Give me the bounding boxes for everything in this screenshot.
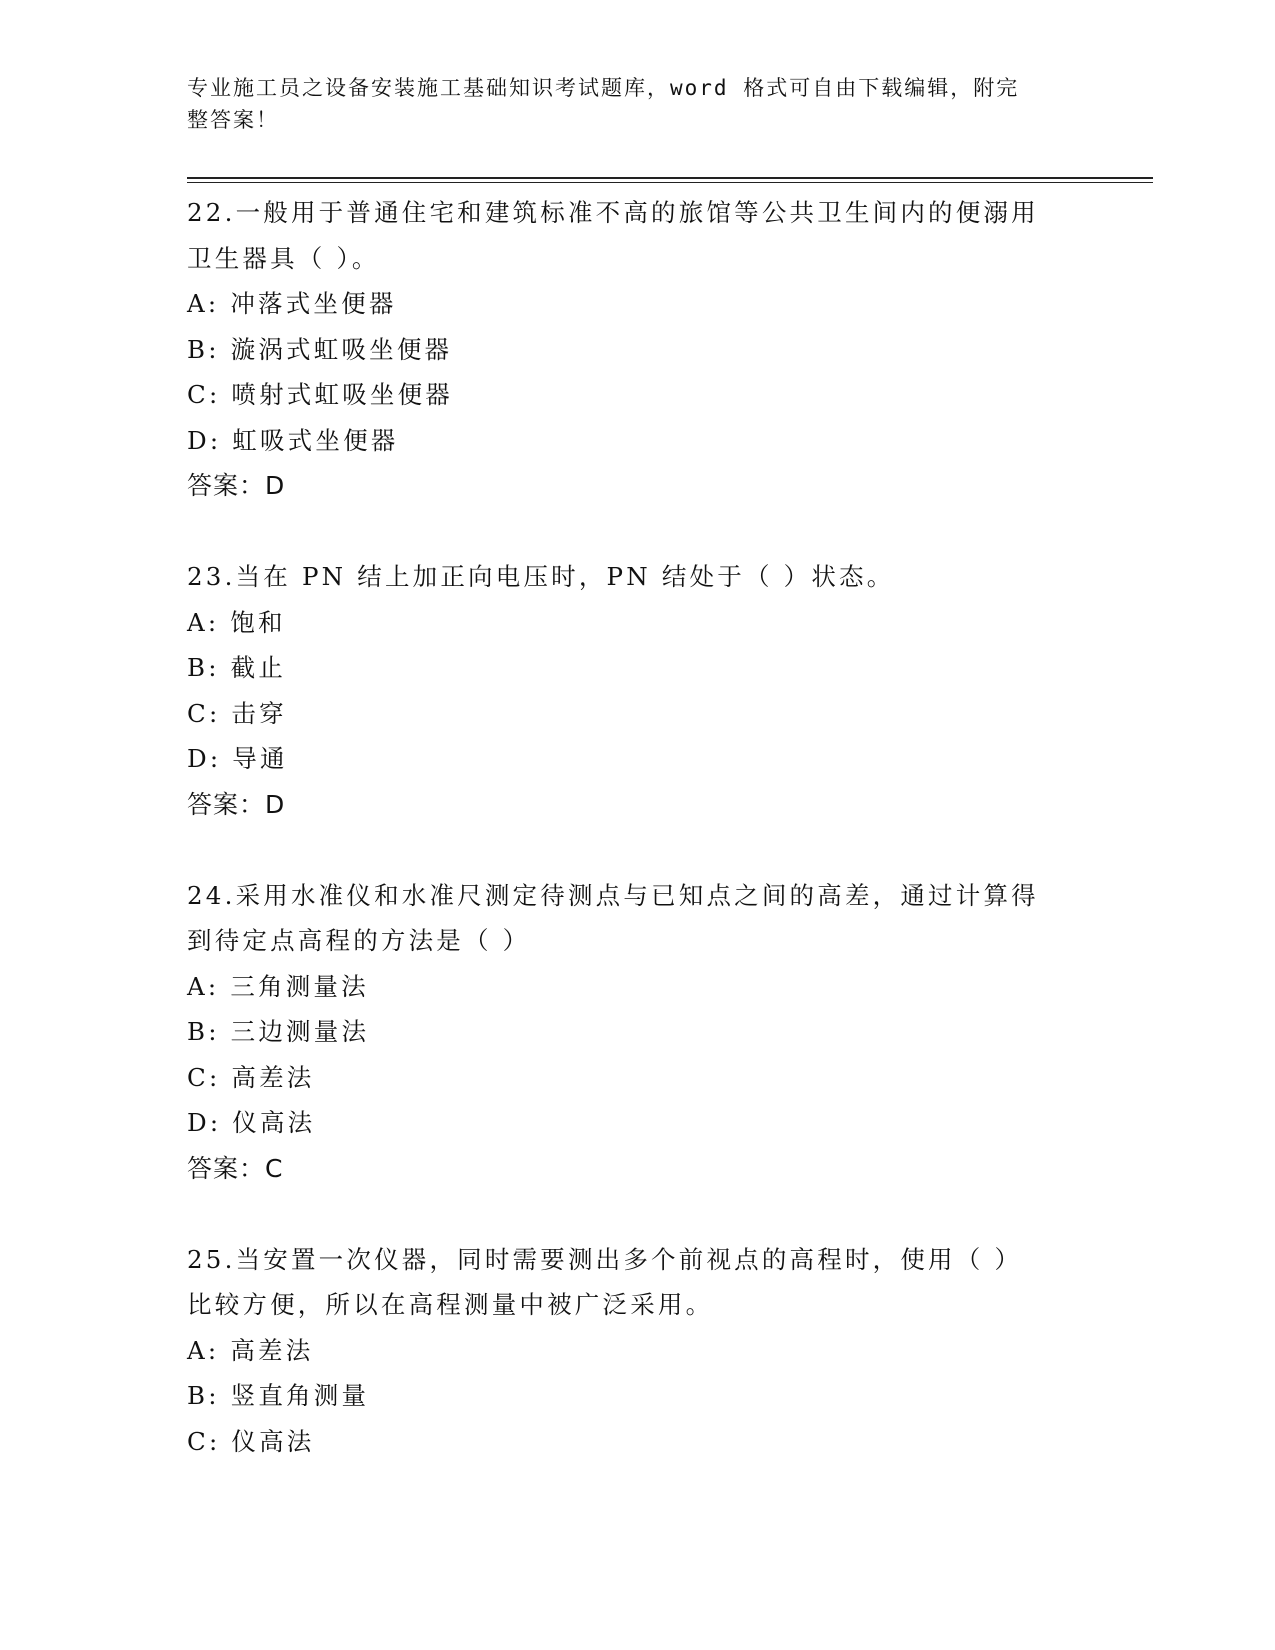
option-c: C: 击穿 bbox=[187, 698, 287, 728]
option-a: A: 饱和 bbox=[187, 607, 286, 637]
option-b: B: 截止 bbox=[187, 653, 287, 682]
question-stem: 比较方便，所以在高程测量中被广泛采用。 bbox=[187, 1290, 714, 1319]
option-d: D: 导通 bbox=[187, 744, 288, 773]
option-a: A: 高差法 bbox=[187, 1335, 314, 1365]
answer: 答案：D bbox=[187, 789, 286, 819]
option-a: A: 冲落式坐便器 bbox=[187, 289, 397, 318]
option-b: B: 漩涡式虹吸坐便器 bbox=[187, 334, 453, 364]
question-stem: 24.采用水准仪和水准尺测定待测点与已知点之间的高差，通过计算得 bbox=[187, 880, 1039, 910]
option-b: B: 竖直角测量 bbox=[187, 1381, 370, 1410]
option-c: C: 喷射式虹吸坐便器 bbox=[187, 380, 453, 409]
option-d: D: 仪高法 bbox=[187, 1108, 316, 1137]
answer: 答案：C bbox=[187, 1153, 284, 1183]
question-stem: 22.一般用于普通住宅和建筑标准不高的旅馆等公共卫生间内的便溺用 bbox=[187, 198, 1039, 227]
spacer bbox=[187, 509, 1087, 555]
option-d: D: 虹吸式坐便器 bbox=[187, 425, 399, 455]
question-25 bbox=[187, 1237, 1087, 1465]
header-divider-thick bbox=[187, 177, 1153, 179]
header-divider-thin bbox=[187, 182, 1153, 183]
question-list bbox=[187, 190, 1087, 1464]
header-line-2: 整答案！ bbox=[187, 108, 279, 132]
option-a: A: 三角测量法 bbox=[187, 971, 369, 1001]
spacer bbox=[187, 1191, 1087, 1237]
question-stem: 25.当安置一次仪器，同时需要测出多个前视点的高程时，使用（ ） bbox=[187, 1244, 1023, 1274]
page-header bbox=[187, 72, 1067, 136]
option-c: C: 高差法 bbox=[187, 1062, 315, 1092]
answer: 答案：D bbox=[187, 471, 286, 500]
header-line-1: 专业施工员之设备安装施工基础知识考试题库，word 格式可自由下载编辑，附完 bbox=[187, 76, 1020, 100]
spacer bbox=[187, 827, 1087, 873]
question-22 bbox=[187, 190, 1087, 509]
question-stem: 到待定点高程的方法是（ ） bbox=[187, 926, 531, 955]
option-c: C: 仪高法 bbox=[187, 1426, 315, 1456]
option-b: B: 三边测量法 bbox=[187, 1017, 370, 1046]
question-23 bbox=[187, 554, 1087, 827]
question-stem: 卫生器具（ ）。 bbox=[187, 243, 380, 273]
question-stem: 23.当在 PN 结上加正向电压时，PN 结处于（ ）状态。 bbox=[187, 562, 895, 591]
question-24 bbox=[187, 873, 1087, 1192]
